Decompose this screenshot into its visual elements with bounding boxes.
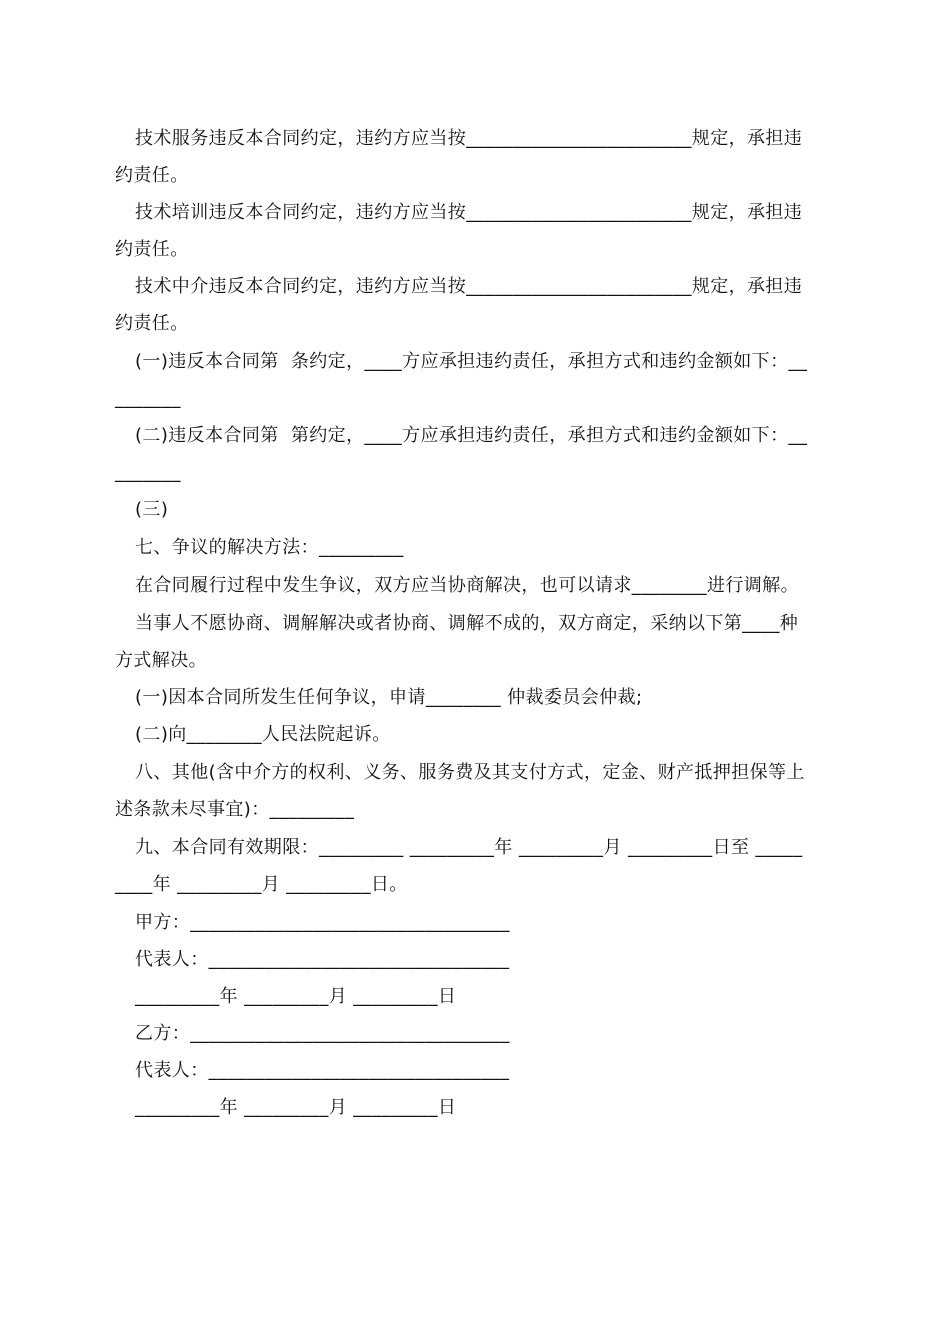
- dispute-options: 当事人不愿协商、调解解决或者协商、调解不成的，双方商定，采纳以下第____种: [135, 613, 799, 634]
- breach-item-2: (二)违反本合同第 第约定，____方应承担违约责任，承担方式和违约金额如下：__: [135, 425, 808, 446]
- section-8-heading: 八、其他(含中介方的权利、义务、服务费及其支付方式，定金、财产抵押担保等上: [135, 762, 805, 783]
- dispute-court: (二)向________人民法院起诉。: [135, 724, 391, 745]
- section-8-cont: 述条款未尽事宜)：_________: [115, 799, 355, 820]
- section-7-heading: 七、争议的解决方法：_________: [135, 537, 404, 558]
- section-9-term-cont: ____年 _________月 _________日。: [115, 874, 408, 895]
- clause-tech-service: 技术服务违反本合同约定，违约方应当按________________________规定，承担违: [135, 128, 803, 149]
- party-a-field: 甲方：__________________________________: [135, 912, 510, 933]
- section-9-term: 九、本合同有效期限：_________ _________年 _________月 _________日至 _____: [135, 837, 803, 858]
- party-b-date: _________年 _________月 _________日: [135, 1097, 457, 1118]
- breach-item-3: (三): [135, 499, 169, 520]
- breach-item-1: (一)违反本合同第 条约定，____方应承担违约责任，承担方式和违约金额如下：__: [135, 351, 808, 372]
- breach-item-2-cont: _______: [115, 462, 181, 483]
- breach-item-1-cont: _______: [115, 388, 181, 409]
- party-b-representative-field: 代表人：________________________________: [135, 1060, 510, 1081]
- clause-tech-training-cont: 约责任。: [115, 239, 189, 260]
- clause-tech-intermediary: 技术中介违反本合同约定，违约方应当按________________________规定，承担违: [135, 276, 803, 297]
- party-b-field: 乙方：__________________________________: [135, 1023, 510, 1044]
- clause-tech-service-cont: 约责任。: [115, 165, 189, 186]
- dispute-options-cont: 方式解决。: [115, 650, 207, 671]
- clause-tech-training: 技术培训违反本合同约定，违约方应当按________________________规定，承担违: [135, 202, 803, 223]
- clause-tech-intermediary-cont: 约责任。: [115, 313, 189, 334]
- dispute-mediation: 在合同履行过程中发生争议，双方应当协商解决，也可以请求________进行调解。: [135, 575, 799, 596]
- party-a-representative-field: 代表人：________________________________: [135, 949, 510, 970]
- dispute-arbitration: (一)因本合同所发生任何争议，申请________ 仲裁委员会仲裁;: [135, 687, 643, 708]
- party-a-date: _________年 _________月 _________日: [135, 986, 457, 1007]
